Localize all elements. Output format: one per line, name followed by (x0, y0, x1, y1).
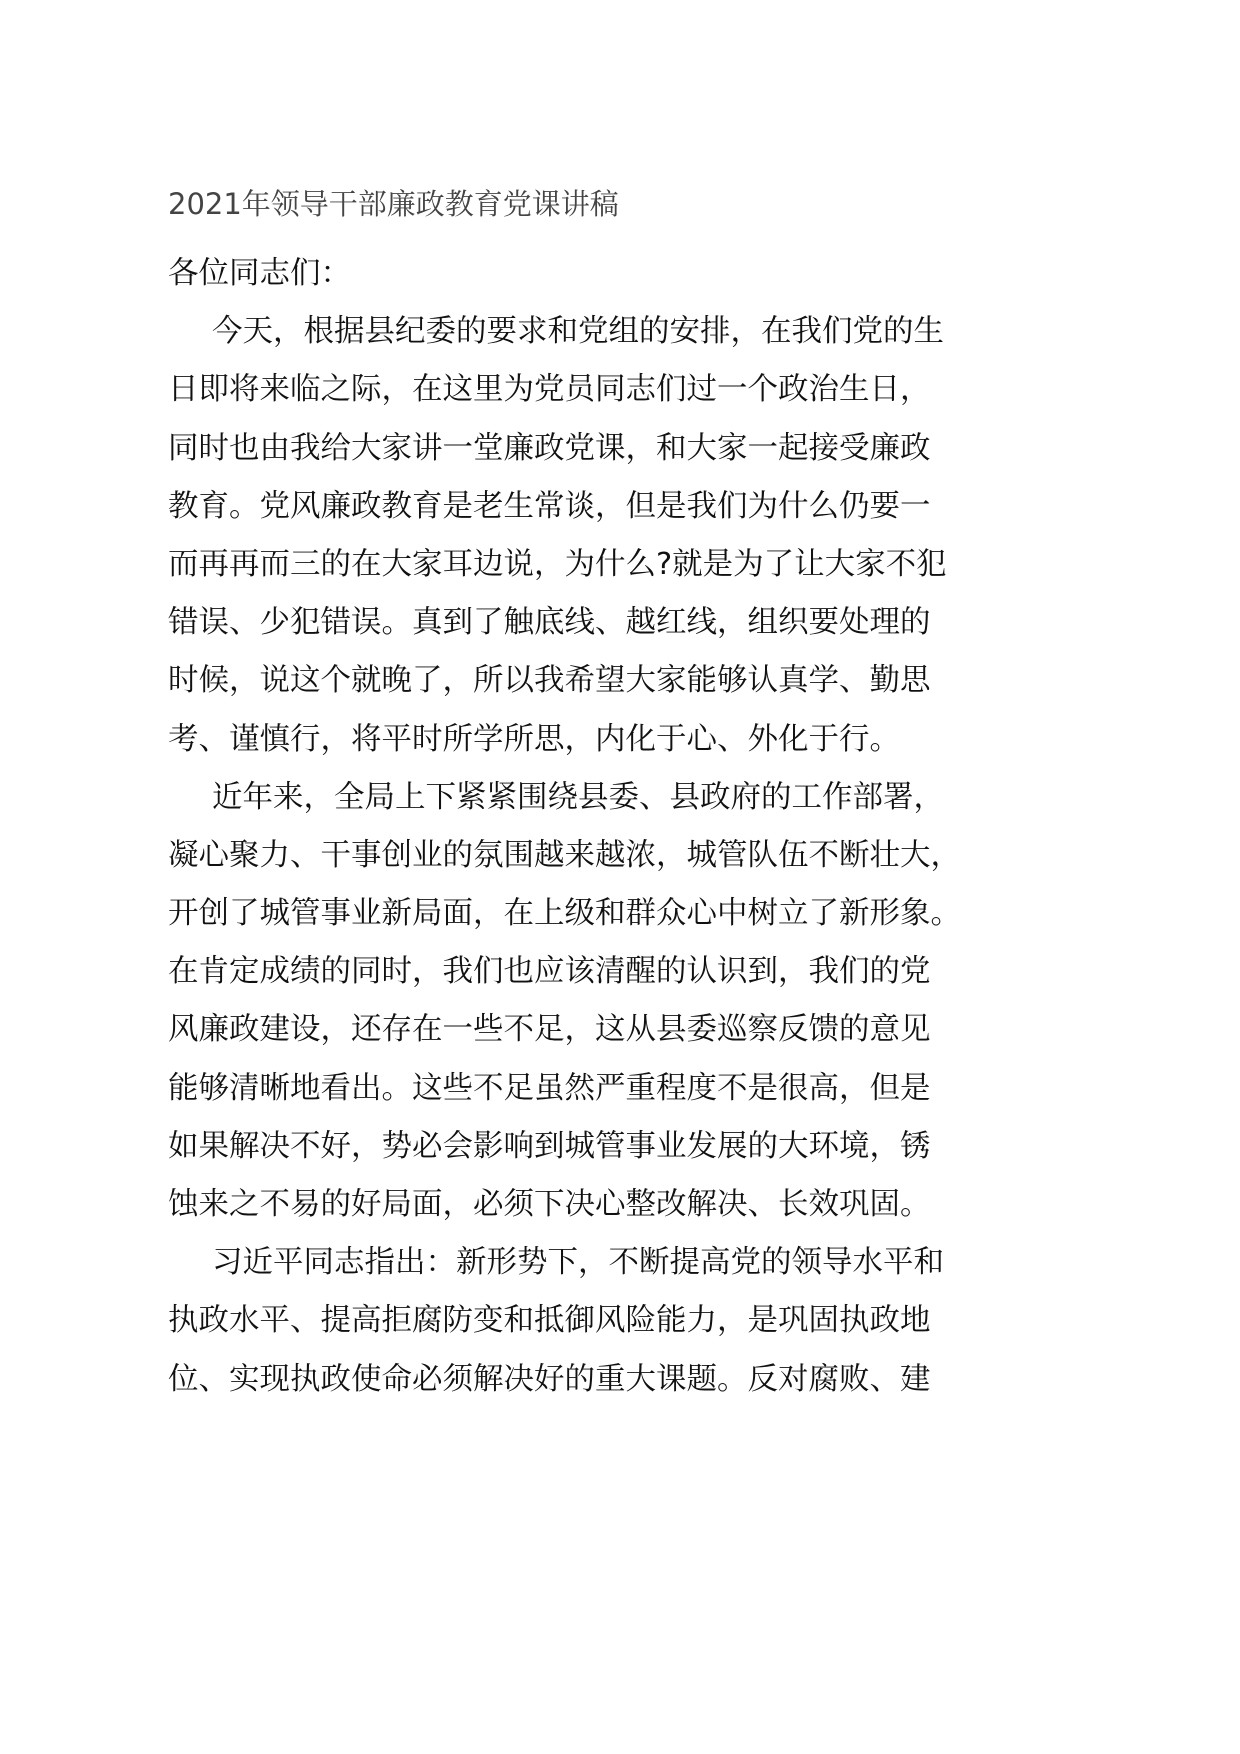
paragraph-1 (168, 303, 961, 769)
paragraph-line: 位、实现执政使命必须解决好的重大课题。反对腐败、建 (168, 1361, 931, 1397)
paragraph-3 (168, 1234, 961, 1409)
paragraph-line: 近年来，全局上下紧紧围绕县委、县政府的工作部署， (212, 779, 944, 815)
paragraph-line: 凝心聚力、干事创业的氛围越来越浓，城管队伍不断壮大， (168, 837, 961, 873)
paragraph-line: 时候，说这个就晚了，所以我希望大家能够认真学、勤思 (168, 663, 931, 699)
salutation: 各位同志们： (168, 256, 351, 291)
paragraph-line: 教育。党风廉政教育是老生常谈，但是我们为什么仍要一 (168, 488, 931, 524)
paragraph-line: 如果解决不好，势必会影响到城管事业发展的大环境，锈 (168, 1128, 931, 1164)
paragraph-line: 同时也由我给大家讲一堂廉政党课，和大家一起接受廉政 (168, 430, 931, 466)
paragraph-line: 而再再而三的在大家耳边说，为什么?就是为了让大家不犯 (168, 546, 947, 582)
paragraph-line: 开创了城管事业新局面，在上级和群众心中树立了新形象。 (168, 896, 961, 932)
paragraph-line: 蚀来之不易的好局面，必须下决心整改解决、长效巩固。 (168, 1187, 931, 1222)
paragraph-line: 考、谨慎行，将平时所学所思，内化于心、外化于行。 (168, 721, 900, 757)
document-body (168, 245, 961, 1409)
paragraph-2 (168, 769, 961, 1235)
document-title: 2021年领导干部廉政教育党课讲稿 (168, 187, 619, 221)
paragraph-line: 能够清晰地看出。这些不足虽然严重程度不是很高，但是 (168, 1070, 931, 1106)
paragraph-line: 风廉政建设，还存在一些不足，这从县委巡察反馈的意见 (168, 1012, 931, 1048)
paragraph-line: 日即将来临之际，在这里为党员同志们过一个政治生日， (168, 372, 931, 408)
paragraph-line: 习近平同志指出：新形势下，不断提高党的领导水平和 (212, 1245, 944, 1281)
paragraph-line: 今天，根据县纪委的要求和党组的安排，在我们党的生 (212, 314, 944, 350)
paragraph-line: 执政水平、提高拒腐防变和抵御风险能力，是巩固执政地 (168, 1303, 931, 1339)
paragraph-line: 在肯定成绩的同时，我们也应该清醒的认识到，我们的党 (168, 954, 931, 990)
paragraph-line: 错误、少犯错误。真到了触底线、越红线，组织要处理的 (168, 605, 931, 641)
